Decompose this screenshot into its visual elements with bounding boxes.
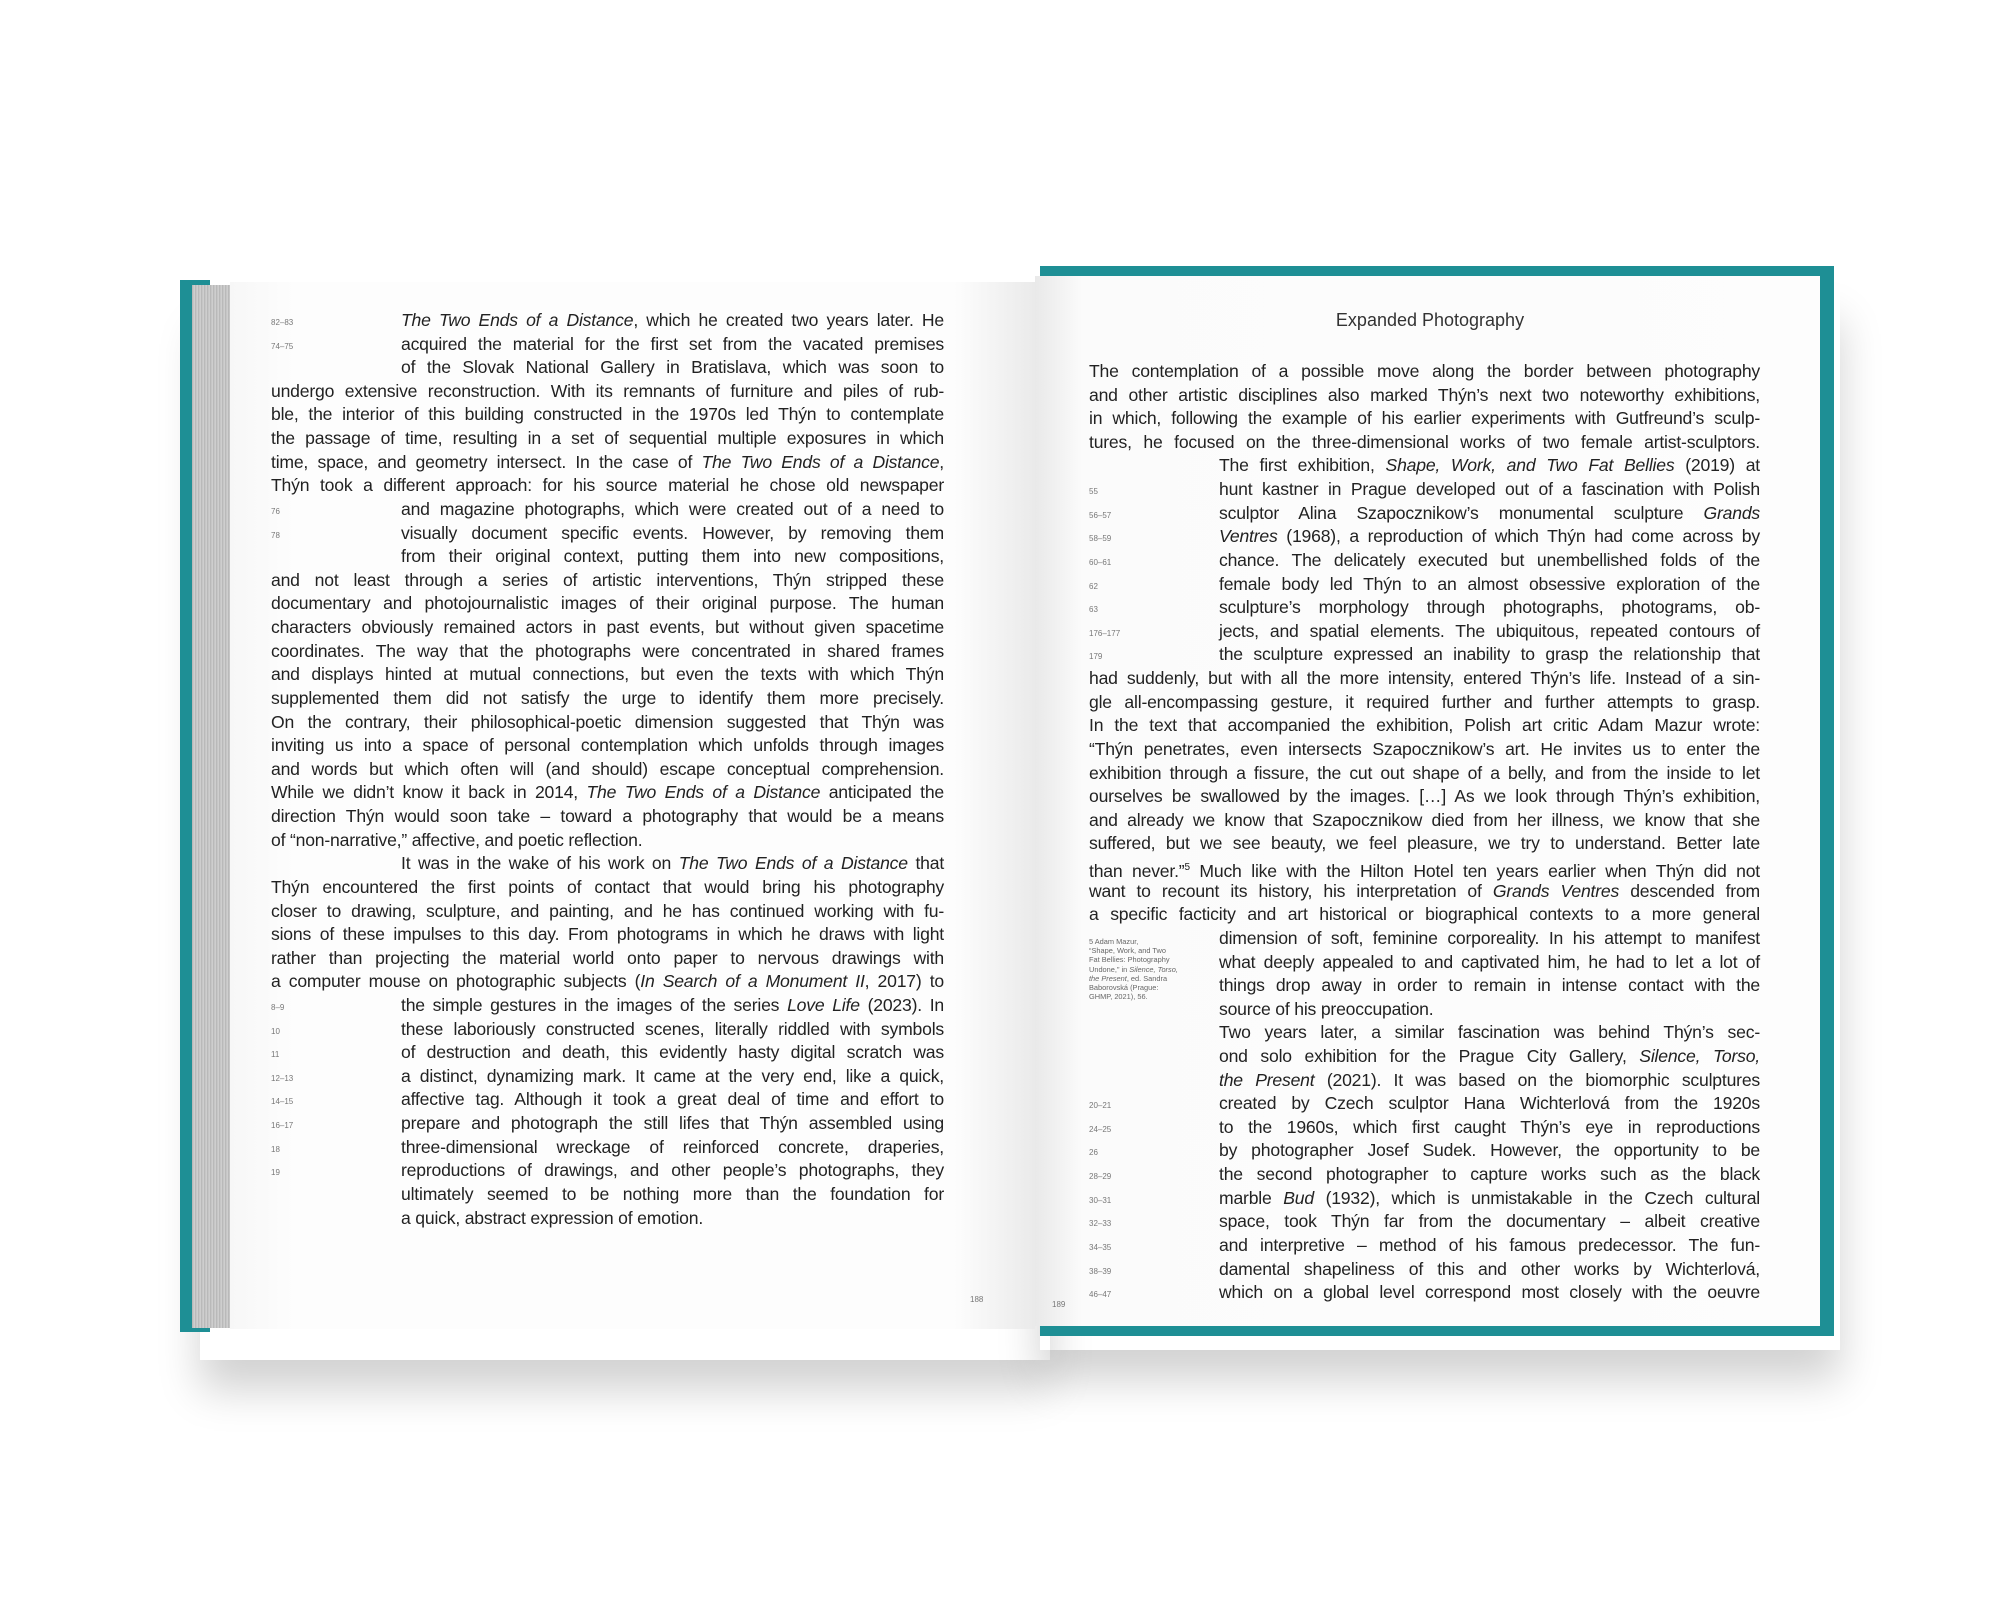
text-line: sions of these impulses to this day. From photograms in which he draws with light xyxy=(271,924,944,945)
text-line: source of his preoccupation. xyxy=(1219,998,1434,1019)
margin-image-reference: 46–47 xyxy=(1089,1290,1112,1300)
margin-image-reference: 34–35 xyxy=(1089,1242,1112,1252)
text-line: jects, and spatial elements. The ubiquitous, repeated contours of xyxy=(1219,620,1760,641)
text-line: The contemplation of a possible move along the border between photography xyxy=(1089,361,1760,381)
text-line: tures, he focused on the three-dimensional works of two female artist-sculptors. xyxy=(1089,431,1760,452)
text-line: characters obviously remained actors in past events, but without given spacetime xyxy=(271,617,944,638)
text-line: a computer mouse on photographic subjects (In Search of a Monument II, 2017) to xyxy=(271,971,944,992)
text-line: a specific facticity and art historical or biographical contexts to a more general xyxy=(1089,904,1760,925)
text-line: the passage of time, resulting in a set of sequential multiple exposures in which xyxy=(271,428,944,449)
text-line: the Present (2021). It was based on the biomorphic sculptures xyxy=(1219,1069,1761,1090)
text-line: and interpretive – method of his famous predecessor. The fun- xyxy=(1219,1234,1760,1255)
text-line: Thýn took a different approach: for his source material he chose old newspaper xyxy=(271,475,944,496)
footnote-line: 5 Adam Mazur, xyxy=(1089,937,1139,946)
text-line: sculpture’s morphology through photographs, photograms, ob- xyxy=(1219,597,1760,618)
text-line: the second photographer to capture works such as the black xyxy=(1219,1164,1760,1185)
margin-image-reference: 30–31 xyxy=(1089,1195,1112,1205)
text-line: gle all-encompassing gesture, it required further and further attempts to grasp. xyxy=(1089,691,1760,712)
text-line: these laboriously constructed scenes, literally riddled with symbols xyxy=(401,1018,944,1039)
text-line: ultimately seemed to be nothing more than the foundation for xyxy=(401,1183,944,1204)
text-line: time, space, and geometry intersect. In the case of The Two Ends of a Distance, xyxy=(271,451,944,472)
text-line: closer to drawing, sculpture, and painting, and he has continued working with fu- xyxy=(271,900,944,921)
text-line: rather than projecting the material world onto paper to nervous drawings with xyxy=(271,947,944,968)
margin-image-reference: 60–61 xyxy=(1089,557,1112,567)
text-line: in which, following the example of his earlier experiments with Gutfreund’s sculp- xyxy=(1089,408,1760,429)
page-edges xyxy=(192,285,232,1328)
text-line: chance. The delicately executed but unembellished folds of the xyxy=(1219,549,1760,570)
margin-image-reference: 179 xyxy=(1089,652,1103,662)
margin-image-reference: 74–75 xyxy=(271,341,294,351)
text-line: and not least through a series of artistic interventions, Thýn stripped these xyxy=(271,569,944,590)
margin-image-reference: 8–9 xyxy=(271,1002,285,1012)
text-line: damental shapeliness of this and other works by Wichterlová, xyxy=(1219,1258,1760,1279)
text-line: than never.”$^5$ Much like with the Hilton Hotel ten years earlier when Thýn did not xyxy=(1089,860,1760,881)
text-line: created by Czech sculptor Hana Wichterlová from the 1920s xyxy=(1219,1093,1760,1114)
text-line: and displays hinted at mutual connections, but even the texts with which Thýn xyxy=(271,664,944,685)
margin-image-reference: 24–25 xyxy=(1089,1124,1112,1134)
page-number-right: 189 xyxy=(1052,1300,1066,1309)
text-line: what deeply appealed to and captivated him, he had to let a lot of xyxy=(1219,951,1760,972)
footnote-line: Fat Bellies: Photography xyxy=(1089,955,1170,965)
text-line: of the Slovak National Gallery in Bratislava, which was soon to xyxy=(401,357,944,378)
text-line: of destruction and death, this evidently hasty digital scratch was xyxy=(401,1042,944,1063)
text-line: inviting us into a space of personal contemplation which unfolds through images xyxy=(271,735,944,756)
text-line: of “non-narrative,” affective, and poetic reflection. xyxy=(271,829,643,850)
text-line: and already we know that Szapocznikow died from her illness, we know that she xyxy=(1089,809,1760,830)
margin-image-reference: 18 xyxy=(271,1144,280,1154)
margin-image-reference: 10 xyxy=(271,1026,280,1036)
margin-image-reference: 28–29 xyxy=(1089,1172,1112,1182)
text-line: space, took Thýn far from the documentary – albeit creative xyxy=(1219,1211,1760,1232)
margin-image-reference: 63 xyxy=(1089,605,1098,615)
text-line: from their original context, putting them into new compositions, xyxy=(401,546,944,567)
margin-image-reference: 12–13 xyxy=(271,1073,294,1083)
text-line: affective tag. Although it took a great deal of time and effort to xyxy=(401,1089,944,1110)
text-line: While we didn’t know it back in 2014, The Two Ends of a Distance anticipated the xyxy=(271,782,944,803)
text-line: hunt kastner in Prague developed out of a fascination with Polish xyxy=(1219,479,1760,500)
running-head: Expanded Photography xyxy=(1335,310,1525,330)
text-line: undergo extensive reconstruction. With its remnants of furniture and piles of rub- xyxy=(271,380,944,401)
text-line: had suddenly, but with all the more intensity, entered Thýn’s life. Instead of a sin- xyxy=(1089,668,1760,689)
margin-image-reference: 82–83 xyxy=(271,318,294,327)
margin-image-reference: 14–15 xyxy=(271,1097,294,1107)
margin-image-reference: 19 xyxy=(271,1168,280,1178)
text-line: dimension of soft, feminine corporeality. In his attempt to manifest xyxy=(1219,927,1760,948)
margin-image-reference: 62 xyxy=(1089,581,1098,591)
text-line: three-dimensional wreckage of reinforced concrete, draperies, xyxy=(401,1136,944,1157)
text-line: ourselves be swallowed by the images. […] As we look through Thýn’s exhibition, xyxy=(1089,786,1760,807)
text-line: a quick, abstract expression of emotion. xyxy=(401,1207,704,1228)
text-line: the simple gestures in the images of the series Love Life (2023). In xyxy=(401,994,944,1015)
text-line: female body led Thýn to an almost obsessive exploration of the xyxy=(1219,573,1760,594)
text-line: On the contrary, their philosophical-poetic dimension suggested that Thýn was xyxy=(271,711,944,732)
margin-image-reference: 26 xyxy=(1089,1148,1098,1158)
text-line: by photographer Josef Sudek. However, the opportunity to be xyxy=(1219,1140,1760,1161)
margin-image-reference: 56–57 xyxy=(1089,510,1112,520)
text-line: coordinates. The way that the photographs were concentrated in shared frames xyxy=(271,640,944,661)
text-line: It was in the wake of his work on The Two Ends of a Distance that xyxy=(401,853,945,874)
footnote-line: Baborovská (Prague: xyxy=(1089,983,1159,993)
text-line: Ventres (1968), a reproduction of which Thýn had come across by xyxy=(1219,526,1760,547)
text-line: and magazine photographs, which were created out of a need to xyxy=(401,498,944,519)
text-line: ble, the interior of this building constructed in the 1970s led Thýn to contemplate xyxy=(271,404,944,425)
margin-image-reference: 32–33 xyxy=(1089,1219,1112,1229)
margin-image-reference: 176–177 xyxy=(1089,628,1121,638)
text-line: direction Thýn would soon take – toward a photography that would be a means xyxy=(271,806,944,827)
footnote xyxy=(1089,937,1209,1001)
text-line: ond solo exhibition for the Prague City Gallery, Silence, Torso, xyxy=(1219,1045,1760,1066)
text-line: visually document specific events. However, by removing them xyxy=(401,522,944,543)
text-line: “Thýn penetrates, even intersects Szapocznikow’s art. He invites us to enter the xyxy=(1089,738,1760,759)
text-line: exhibition through a fissure, the cut out shape of a belly, and from the inside to let xyxy=(1089,762,1760,783)
footnote-line: GHMP, 2021), 56. xyxy=(1089,992,1148,1002)
text-line: the sculpture expressed an inability to grasp the relationship that xyxy=(1219,644,1760,665)
footnote-line: the Present, ed. Sandra xyxy=(1089,973,1168,983)
text-line: Thýn encountered the first points of contact that would bring his photography xyxy=(271,876,944,897)
text-line: supplemented them did not satisfy the urge to identify them more precisely. xyxy=(271,687,944,708)
footnote-line: Undone,” in Silence, Torso, xyxy=(1089,964,1178,974)
text-line: reproductions of drawings, and other people’s photographs, they xyxy=(401,1160,944,1181)
footnote-line: “Shape, Work, and Two xyxy=(1089,946,1166,956)
margin-image-reference: 38–39 xyxy=(1089,1266,1112,1276)
text-line: marble Bud (1932), which is unmistakable in the Czech cultural xyxy=(1219,1187,1760,1208)
text-line: want to recount its history, his interpretation of Grands Ventres descended from xyxy=(1089,880,1761,901)
margin-image-reference: 11 xyxy=(271,1050,280,1060)
text-line: and words but which often will (and should) escape conceptual comprehension. xyxy=(271,758,944,779)
text-line: things drop away in order to remain in intense contact with the xyxy=(1219,975,1760,996)
text-line: sculptor Alina Szapocznikow’s monumental sculpture Grands xyxy=(1219,502,1760,523)
text-line: which on a global level correspond most closely with the oeuvre xyxy=(1219,1282,1760,1303)
text-line: documentary and photojournalistic images of their original purpose. The human xyxy=(271,593,944,614)
text-line: prepare and photograph the still lifes that Thýn assembled using xyxy=(401,1113,944,1134)
text-line: a distinct, dynamizing mark. It came at the very end, like a quick, xyxy=(401,1065,944,1086)
margin-image-reference: 78 xyxy=(271,530,280,540)
margin-image-reference: 20–21 xyxy=(1089,1101,1112,1111)
text-line: to the 1960s, which first caught Thýn’s eye in reproductions xyxy=(1219,1116,1760,1137)
margin-image-reference: 16–17 xyxy=(271,1121,294,1131)
text-line: Two years later, a similar fascination was behind Thýn’s sec- xyxy=(1219,1022,1760,1043)
text-line: The Two Ends of a Distance, which he created two years later. He xyxy=(401,310,945,330)
text-line: The first exhibition, Shape, Work, and Two Fat Bellies (2019) at xyxy=(1219,455,1760,476)
margin-image-reference: 76 xyxy=(271,506,280,516)
text-line: acquired the material for the first set from the vacated premises xyxy=(401,333,944,354)
text-line: and other artistic disciplines also marked Thýn’s next two noteworthy exhibitions, xyxy=(1089,384,1760,405)
margin-image-reference: 55 xyxy=(1089,487,1098,497)
page-number-left: 188 xyxy=(970,1295,984,1304)
margin-image-reference: 58–59 xyxy=(1089,534,1112,544)
text-line: In the text that accompanied the exhibition, Polish art critic Adam Mazur wrote: xyxy=(1089,715,1760,736)
text-line: suffered, but we see beauty, we feel pleasure, we try to understand. Better late xyxy=(1089,833,1760,854)
